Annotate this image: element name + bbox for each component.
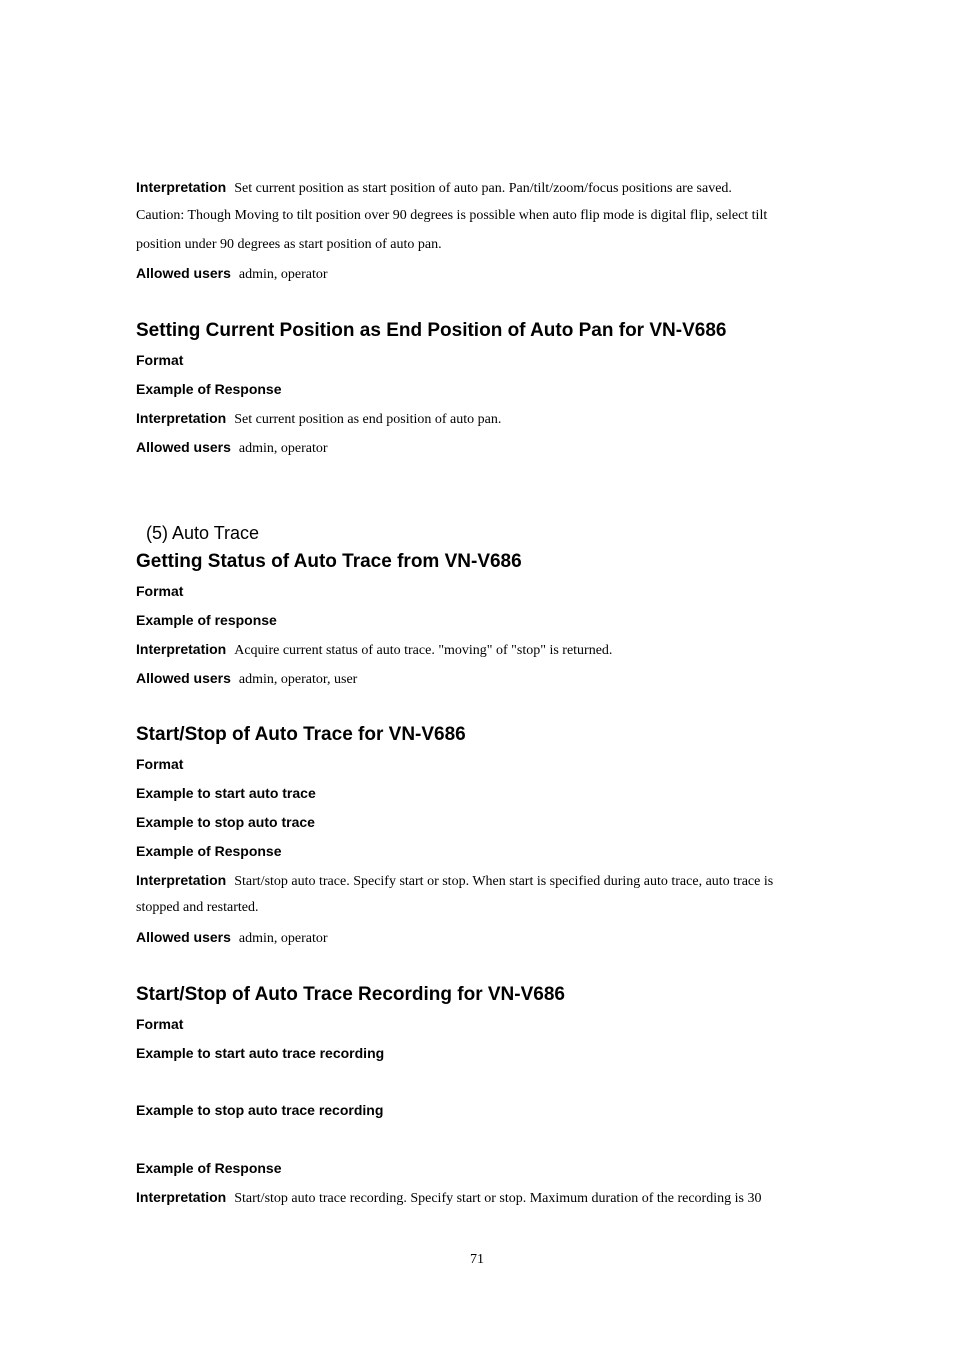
format-label: Format — [136, 1016, 184, 1032]
example-response-label: Example of Response — [136, 1160, 282, 1176]
allowed-users-row — [136, 265, 328, 283]
section-heading-recording: Start/Stop of Auto Trace Recording for VN-V686 — [136, 984, 565, 1005]
example-start-recording-label: Example to start auto trace recording — [136, 1045, 385, 1061]
section-heading-end-pan: Setting Current Position as End Position of Auto Pan for VN-V686 — [136, 320, 727, 341]
format-label: Format — [136, 583, 184, 599]
section-heading-status: Getting Status of Auto Trace from VN-V686 — [136, 551, 522, 572]
interpretation-row — [136, 179, 732, 197]
format-label: Format — [136, 352, 184, 368]
example-stop-label: Example to stop auto trace — [136, 814, 315, 830]
caution-text-line-1: Caution: Though Moving to tilt position over 90 degrees is possible when auto flip mode is digital flip, select tilt — [136, 208, 768, 223]
interpretation-label: Interpretation — [136, 872, 227, 888]
example-response-label: Example of Response — [136, 381, 282, 397]
example-response-label: Example of Response — [136, 843, 282, 859]
interpretation-text: Acquire current status of auto trace. "moving" of "stop" is returned. — [234, 643, 613, 658]
caution-text-line-2: position under 90 degrees as start position of auto pan. — [136, 237, 442, 252]
interpretation-row — [136, 410, 501, 428]
subsection-heading-auto-trace: (5) Auto Trace — [146, 523, 260, 543]
interpretation-row — [136, 641, 612, 659]
page-number: 71 — [470, 1252, 484, 1267]
allowed-users-text: admin, operator, user — [238, 672, 358, 687]
interpretation-text: Start/stop auto trace recording. Specify start or stop. Maximum duration of the recording is 30 — [234, 1191, 762, 1206]
allowed-users-label: Allowed users — [136, 929, 231, 945]
interpretation-label: Interpretation — [136, 1189, 227, 1205]
allowed-users-text: admin, operator — [238, 267, 328, 282]
interpretation-label: Interpretation — [136, 179, 227, 195]
interpretation-label: Interpretation — [136, 410, 227, 426]
example-start-label: Example to start auto trace — [136, 785, 316, 801]
interpretation-row — [136, 872, 773, 890]
allowed-users-row — [136, 670, 357, 688]
allowed-users-label: Allowed users — [136, 439, 231, 455]
interpretation-text: Set current position as end position of auto pan. — [234, 412, 502, 427]
interpretation-text-line-2: stopped and restarted. — [136, 900, 259, 915]
interpretation-text: Start/stop auto trace. Specify start or stop. When start is specified during auto trace, auto trace is — [234, 874, 774, 889]
section-heading-start-stop: Start/Stop of Auto Trace for VN-V686 — [136, 724, 466, 745]
interpretation-label: Interpretation — [136, 641, 227, 657]
allowed-users-text: admin, operator — [238, 931, 328, 946]
allowed-users-label: Allowed users — [136, 670, 231, 686]
format-label: Format — [136, 756, 184, 772]
example-stop-recording-label: Example to stop auto trace recording — [136, 1102, 384, 1118]
allowed-users-row — [136, 929, 328, 947]
interpretation-row — [136, 1189, 761, 1207]
example-response-label: Example of response — [136, 612, 277, 628]
allowed-users-text: admin, operator — [238, 441, 328, 456]
allowed-users-label: Allowed users — [136, 265, 231, 281]
interpretation-text: Set current position as start position of auto pan. Pan/tilt/zoom/focus positions are saved. — [234, 181, 732, 196]
allowed-users-row — [136, 439, 328, 457]
